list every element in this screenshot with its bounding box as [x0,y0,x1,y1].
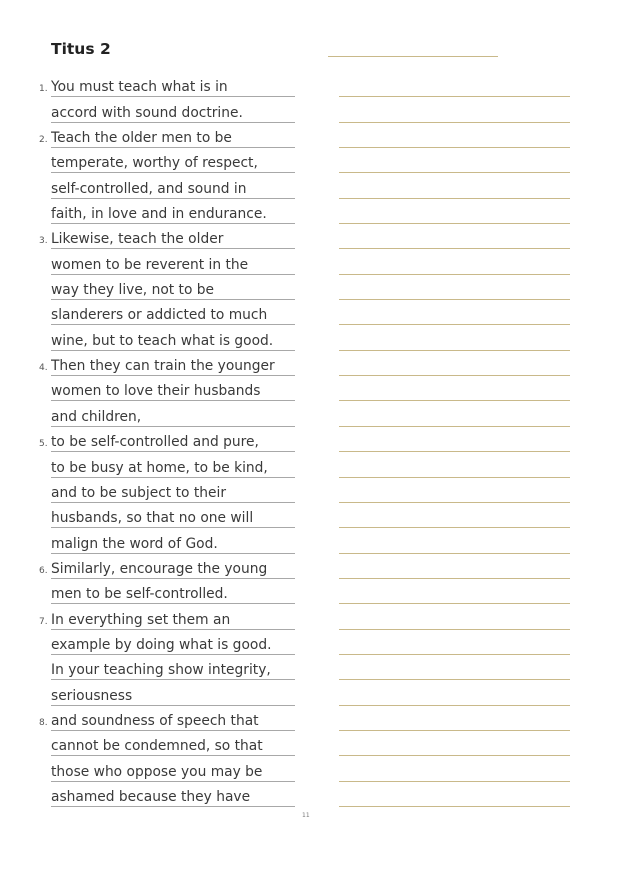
page-number: 11 [302,812,310,819]
handwriting-line[interactable] [339,781,570,782]
verse-row [0,124,624,149]
verse-text: husbands, so that no one will [51,509,295,528]
verse-row [0,681,624,706]
verse-row [0,732,624,757]
handwriting-line[interactable] [339,147,570,148]
handwriting-line[interactable] [339,350,570,351]
verse-text: Then they can train the younger [51,357,295,376]
verse-text: ashamed because they have [51,788,295,807]
verse-row [0,504,624,529]
verse-row [0,402,624,427]
verse-row [0,656,624,681]
verse-text: temperate, worthy of respect, [51,154,295,173]
verse-row [0,783,624,808]
verse-text: Likewise, teach the older [51,230,295,249]
handwriting-line[interactable] [339,375,570,376]
verse-text: men to be self-controlled. [51,585,295,604]
handwriting-line[interactable] [339,553,570,554]
verse-text: and children, [51,408,295,427]
verse-text: to be self-controlled and pure, [51,433,295,452]
handwriting-line[interactable] [339,274,570,275]
verse-row [0,555,624,580]
verse-number: 3. [39,236,48,247]
verse-text: Similarly, encourage the young [51,560,295,579]
handwriting-line[interactable] [339,223,570,224]
verse-text: self-controlled, and sound in [51,180,295,199]
handwriting-line[interactable] [339,299,570,300]
verse-text: Teach the older men to be [51,129,295,148]
verse-text: seriousness [51,687,295,706]
verse-number: 7. [39,616,48,627]
handwriting-line[interactable] [339,248,570,249]
page-title: Titus 2 [51,40,111,58]
handwriting-line[interactable] [339,654,570,655]
handwriting-line[interactable] [339,705,570,706]
verse-text: way they live, not to be [51,281,295,300]
handwriting-line[interactable] [339,730,570,731]
verse-number: 6. [39,565,48,576]
verse-text: to be busy at home, to be kind, [51,459,295,478]
handwriting-line[interactable] [339,426,570,427]
handwriting-line[interactable] [339,527,570,528]
verse-text: slanderers or addicted to much [51,306,295,325]
verse-row [0,631,624,656]
verse-text: wine, but to teach what is good. [51,332,295,351]
handwriting-line[interactable] [339,755,570,756]
verse-text: In everything set them an [51,611,295,630]
verse-text: You must teach what is in [51,78,295,97]
verse-row [0,479,624,504]
verse-text: and soundness of speech that [51,712,295,731]
verse-row [0,250,624,275]
verse-row [0,529,624,554]
verse-row [0,301,624,326]
handwriting-line[interactable] [339,806,570,807]
handwriting-line[interactable] [339,96,570,97]
verse-text: and to be subject to their [51,484,295,503]
handwriting-line[interactable] [339,400,570,401]
verse-number: 5. [39,439,48,450]
verse-row [0,73,624,98]
verse-row [0,174,624,199]
verse-row [0,580,624,605]
verse-row [0,377,624,402]
verse-number: 4. [39,363,48,374]
verse-row [0,149,624,174]
verse-row [0,98,624,123]
verse-text: faith, in love and in endurance. [51,205,295,224]
handwriting-line[interactable] [339,629,570,630]
verse-row [0,225,624,250]
verse-text: women to be reverent in the [51,256,295,275]
verse-row [0,605,624,630]
handwriting-line[interactable] [339,172,570,173]
verse-text: accord with sound doctrine. [51,104,295,123]
handwriting-line[interactable] [339,451,570,452]
verse-text: malign the word of God. [51,535,295,554]
verse-row [0,276,624,301]
verse-text: example by doing what is good. [51,636,295,655]
name-write-line[interactable] [328,56,498,57]
verse-row [0,453,624,478]
handwriting-line[interactable] [339,477,570,478]
handwriting-line[interactable] [339,578,570,579]
verse-number: 2. [39,135,48,146]
handwriting-line[interactable] [339,122,570,123]
handwriting-line[interactable] [339,324,570,325]
handwriting-line[interactable] [339,603,570,604]
verse-row [0,428,624,453]
verse-text: women to love their husbands [51,382,295,401]
verse-row [0,707,624,732]
verse-row [0,352,624,377]
verse-text: In your teaching show integrity, [51,661,295,680]
verse-number: 1. [39,84,48,95]
verse-row [0,200,624,225]
verse-text: those who oppose you may be [51,763,295,782]
verse-number: 8. [39,717,48,728]
handwriting-line[interactable] [339,679,570,680]
verse-row [0,757,624,782]
verse-list [0,73,624,808]
handwriting-line[interactable] [339,502,570,503]
verse-row [0,326,624,351]
verse-text: cannot be condemned, so that [51,737,295,756]
handwriting-line[interactable] [339,198,570,199]
